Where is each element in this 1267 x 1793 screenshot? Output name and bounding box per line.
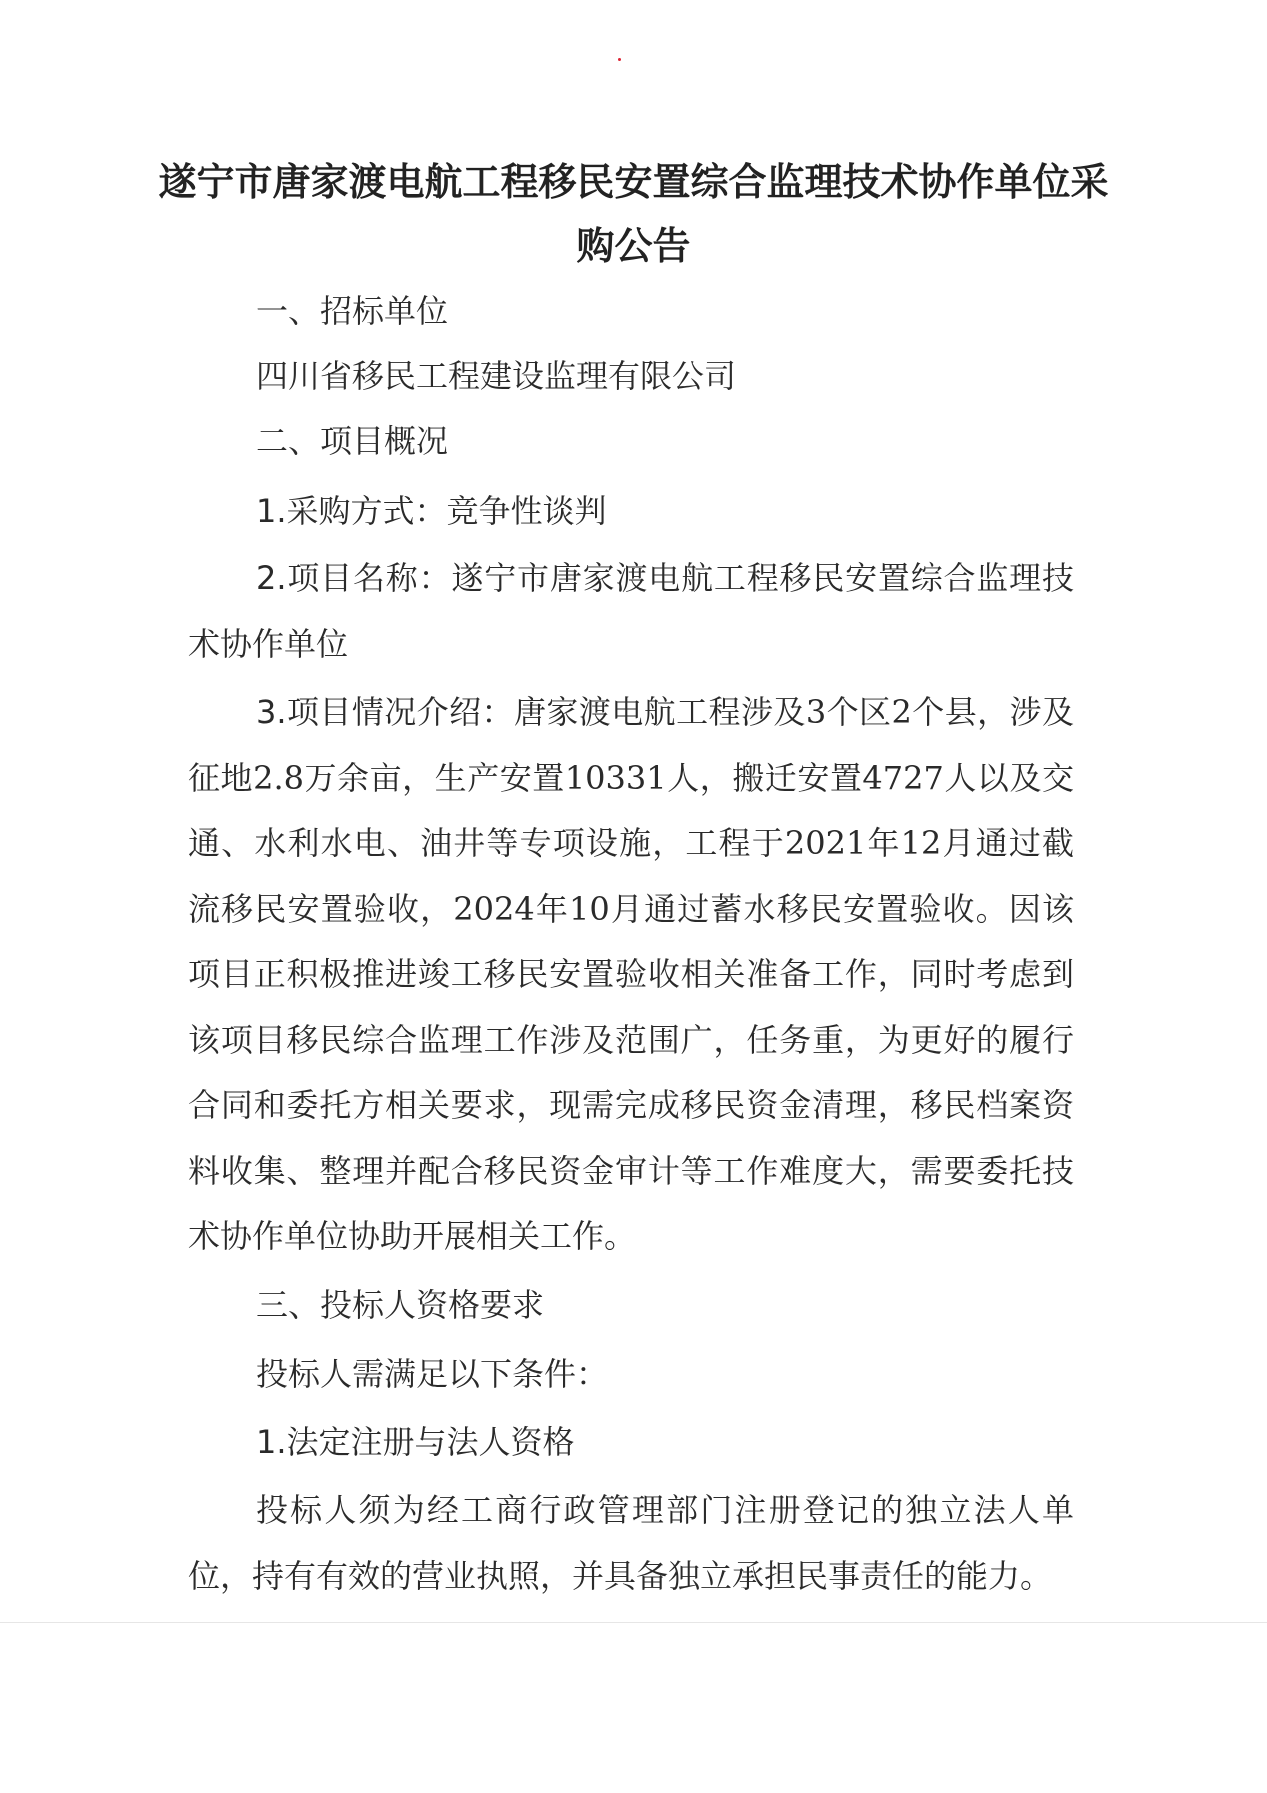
requirement-1-text: 投标人须为经工商行政管理部门注册登记的独立法人单位，持有有效的营业执照，并具备独立承担民事责任的能力。 (188, 1491, 1074, 1595)
requirement-1-heading: 1.法定注册与法人资格 (256, 1423, 575, 1461)
item-procurement-method (188, 479, 1074, 545)
section-2-heading: 二、项目概况 (256, 422, 449, 460)
section-1-heading: 一、招标单位 (256, 292, 449, 330)
page-edge (0, 1622, 1267, 1623)
item-text: 遂宁市唐家渡电航工程移民安置综合监理技术协作单位 (188, 559, 1074, 663)
item-project-name (188, 546, 1074, 677)
item-label: 2.项目名称： (256, 559, 452, 597)
document-title: 遂宁市唐家渡电航工程移民安置综合监理技术协作单位采购公告 (158, 160, 1109, 268)
item-label: 1.采购方式： (256, 492, 447, 530)
item-project-intro (188, 680, 1074, 1270)
section-3-heading: 三、投标人资格要求 (256, 1286, 545, 1324)
scan-mark (618, 58, 621, 61)
item-text: 唐家渡电航工程涉及3个区2个县，涉及征地2.8万余亩，生产安置10331人，搬迁安置4727人以及交通、水利水电、油井等专项设施，工程于2021年12月通过截流移民安置验收，2024年10月通过蓄水移民安置验收。因该项目正积极推进竣工移民安置验收相关准备工作，同时考虑到该项目移民综合监理工作涉及范围广，任务重，为更好的履行合同和委托方相关要求，现需完成移民资金清理，移民档案资料收集、整理并配合移民资金审计等工作难度大，需要委托技术协作单位协助开展相关工作。 (188, 693, 1074, 1255)
requirements-intro: 投标人需满足以下条件： (256, 1355, 609, 1393)
item-text: 竞争性谈判 (446, 492, 607, 530)
bidding-unit: 四川省移民工程建设监理有限公司 (256, 357, 737, 395)
item-label: 3.项目情况介绍： (256, 693, 514, 731)
